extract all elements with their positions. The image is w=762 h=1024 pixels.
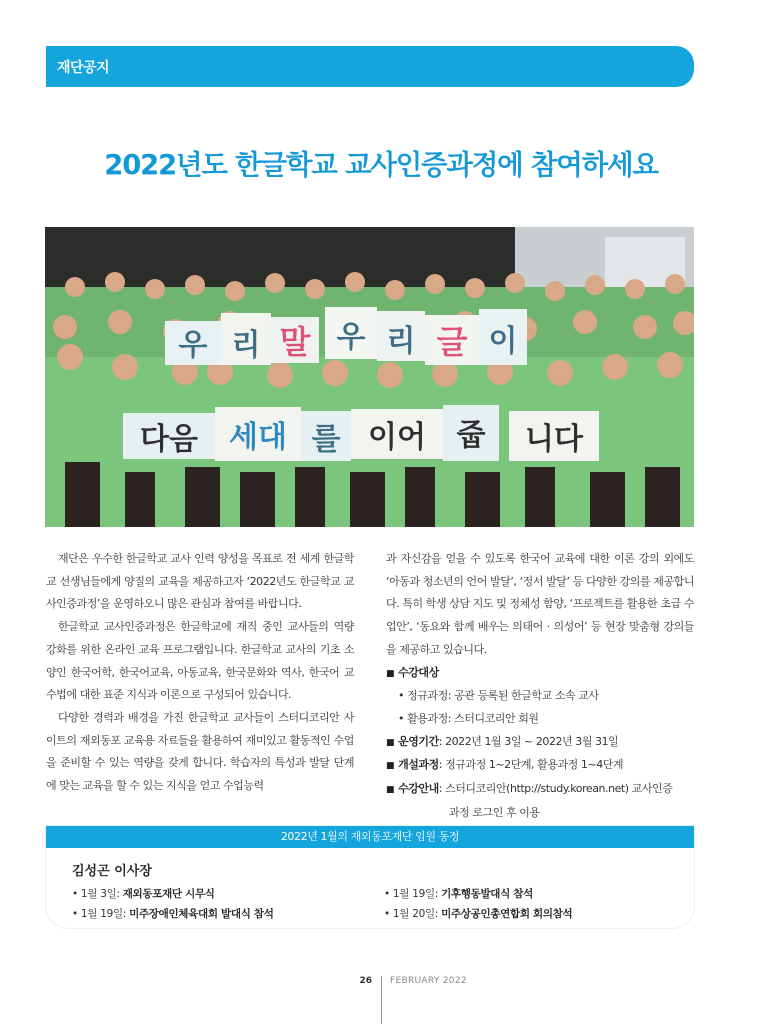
paragraph: 과 자신감을 얻을 수 있도록 한국어 교육에 대한 이론 강의 외에도 ‘아동과 청소년의 언어 발달’, ‘정서 발달’ 등 다양한 강의를 제공합니다. 특히 학생 상담 지도 및 정체성 함양, ‘프로젝트를 활용한 초급 수업안’, ‘동요와 함께 배우는 의태어 · 의성어’ 등 현장 맞춤형 강의들을 제공하고 있습니다.	[386, 552, 694, 656]
info-label: 운영기간	[398, 734, 439, 748]
square-bullet-icon: ■	[386, 668, 395, 679]
paragraph: 한글학교 교사인증과정은 한글학교에 재직 중인 교사들의 역량 강화를 위한 온라인 교육 프로그램입니다. 한글학교 교사의 기초 소양인 한국어학, 한국어교육, 아동교육, 한국문화와 역사, 한국어 교수법에 대한 표준 지식과 이론으로 구성되어 있습니다.	[46, 620, 354, 702]
info-value: : 2022년 1월 3일 ~ 2022년 3월 31일	[438, 734, 619, 748]
activity-list-left	[72, 884, 274, 924]
banner-letter: 리	[386, 324, 416, 359]
info-item-courses	[386, 754, 694, 778]
activity-event: 미주장애인체육대회 발대식 참석	[129, 908, 274, 920]
square-bullet-icon: ■	[386, 737, 395, 748]
activity-event: 기후행동발대식 참석	[441, 888, 534, 900]
list-item	[72, 904, 274, 924]
person-name: 김성곤 이사장	[72, 864, 152, 879]
magazine-issue: FEBRUARY 2022	[390, 976, 467, 986]
banner-word: 줍	[456, 418, 486, 453]
banner-word: 를	[311, 422, 341, 457]
banner-letter: 말	[279, 323, 311, 361]
activity-date: • 1월 20일:	[384, 908, 442, 920]
list-item	[72, 884, 274, 904]
info-value: : 정규과정 1~2단계, 활용과정 1~4단계	[438, 758, 624, 772]
body-column-right	[386, 548, 694, 824]
page-number: 26	[359, 976, 372, 986]
paragraph: 다양한 경력과 배경을 가진 한글학교 교사들이 스터디코리안 사이트의 재외동포 교육용 자료들을 활용하여 재미있고 활동적인 수업을 준비할 수 있는 역량을 갖게 합니다. 학습자의 특성과 발달 단계에 맞는 교육을 할 수 있는 지식을 얻고 수업능력	[46, 710, 354, 793]
banner-letter: 리	[231, 328, 261, 363]
list-item	[384, 904, 572, 924]
banner-bottom	[123, 405, 599, 461]
info-label: 수강안내	[398, 782, 439, 796]
box-title: 2022년 1월의 재외동포재단 임원 동정	[46, 826, 694, 848]
page-title: 2022년도 한글학교 교사인증과정에 참여하세요	[104, 149, 658, 181]
info-value: : 스터디코리안(http://study.korean.net) 교사인증	[438, 782, 673, 796]
info-sub-item: • 활용과정: 스터디코리안 회원	[398, 711, 539, 725]
banner-word: 세대	[229, 420, 287, 455]
banner-word: 다음	[140, 422, 198, 457]
executive-activity-box	[46, 826, 694, 928]
body-column-left	[46, 548, 354, 798]
banner-letter: 우	[178, 328, 208, 363]
banner-letter: 글	[436, 323, 468, 361]
activity-date: • 1월 19일:	[384, 888, 442, 900]
info-sub-item: • 정규과정: 공관 등록된 한글학교 소속 교사	[398, 689, 599, 703]
square-bullet-icon: ■	[386, 785, 395, 796]
square-bullet-icon: ■	[386, 761, 395, 772]
info-item-period	[386, 731, 694, 755]
banner-word: 이어	[368, 420, 426, 455]
banner-letter: 이	[488, 324, 518, 359]
info-item-target	[386, 662, 694, 686]
info-item-guide	[386, 778, 694, 802]
info-label: 수강대상	[398, 665, 439, 679]
page-footer	[0, 976, 762, 1024]
banner-letter: 우	[336, 320, 366, 355]
paragraph: 재단은 우수한 한글학교 교사 인력 양성을 목표로 전 세계 한글학교 선생님들에게 양질의 교육을 제공하고자 ‘2022년도 한글학교 교사인증과정’을 운영하오니 많은 관심과 참여를 바랍니다.	[46, 552, 354, 611]
group-photo	[45, 227, 694, 527]
activity-event: 재외동포재단 시무식	[122, 888, 215, 900]
info-value-continued: 과정 로그인 후 이용	[449, 805, 540, 819]
section-header-bar	[46, 46, 694, 87]
banner-word: 니다	[525, 422, 583, 457]
section-label: 재단공지	[57, 60, 110, 76]
activity-list-right	[384, 884, 572, 924]
activity-date: • 1월 19일:	[72, 908, 130, 920]
list-item	[384, 884, 572, 904]
info-label: 개설과정	[398, 758, 439, 772]
activity-event: 미주상공인총연합회 회의참석	[441, 908, 573, 920]
activity-date: • 1월 3일:	[72, 888, 123, 900]
footer-divider	[381, 976, 382, 1024]
